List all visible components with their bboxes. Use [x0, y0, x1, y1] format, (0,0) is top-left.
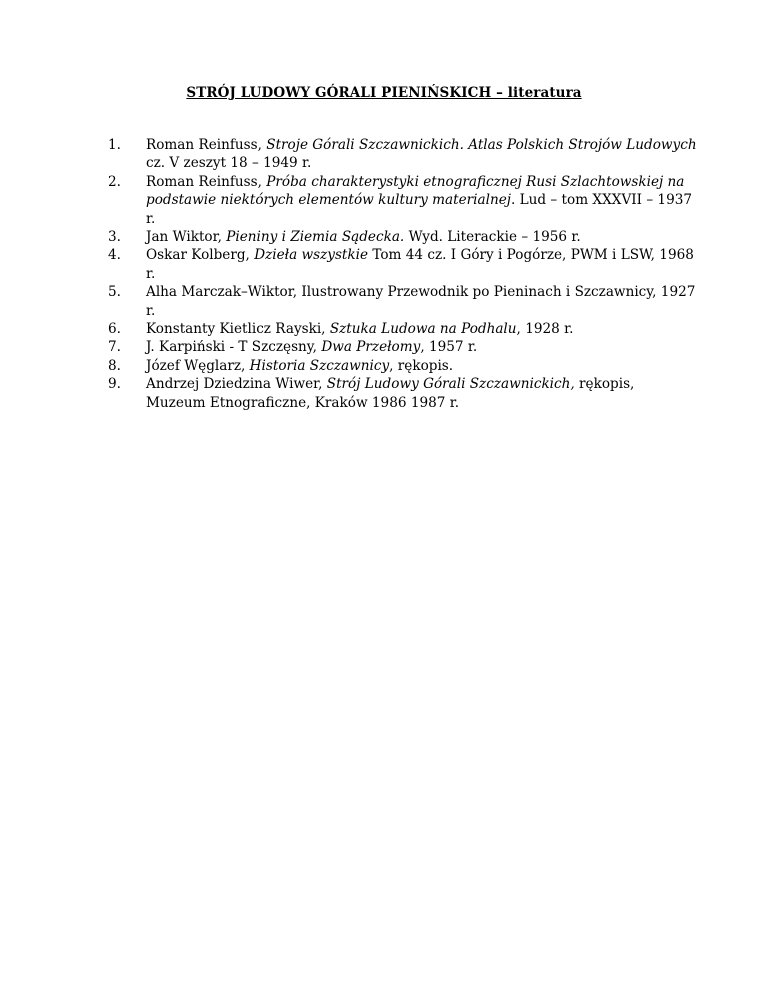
- entry-text: [146, 174, 692, 227]
- entry-number: 2.: [108, 173, 121, 190]
- entry-text: [146, 284, 695, 318]
- entry-text-segment: Konstanty Kietlicz Rayski,: [146, 321, 330, 338]
- bibliography-entry: [108, 136, 698, 173]
- entry-text: [146, 321, 573, 337]
- bibliography-entry: [108, 338, 698, 356]
- entry-text-segment: Alha Marczak–Wiktor, Ilustrowany Przewodnik po Pieninach i Szczawnicy, 1927 r.: [146, 284, 696, 319]
- entry-text-segment: . Lud – tom XXXVII – 1937 r.: [146, 192, 693, 227]
- entry-number: 1.: [108, 137, 121, 153]
- entry-text: [146, 339, 477, 355]
- entry-text: [146, 229, 581, 245]
- entry-text-segment: Jan Wiktor,: [146, 229, 227, 246]
- entry-text-segment: Józef Węglarz,: [146, 357, 250, 374]
- entry-number: 3.: [108, 229, 121, 246]
- entry-title-italic: Historia Szczawnicy: [249, 357, 390, 374]
- entry-title-italic: Stroje Górali Szczawnickich. Atlas Polskich Strojów Ludowych: [266, 137, 697, 153]
- entry-text-segment: Tom 44 cz. I Góry i Pogórze, PWM i LSW, 1968 r.: [146, 247, 694, 282]
- document-title: STRÓJ LUDOWY GÓRALI PIENIŃSKICH – literatura: [186, 85, 582, 101]
- bibliography-entry: [108, 357, 698, 375]
- entry-text-segment: , 1957 r.: [420, 339, 478, 356]
- entry-title-italic: Dwa Przełomy: [321, 339, 421, 356]
- entry-text-segment: J. Karpiński - T Szczęsny,: [146, 339, 322, 356]
- entry-number: 7.: [108, 339, 121, 356]
- entry-text-segment: Oskar Kolberg,: [146, 247, 255, 264]
- entry-number: 5.: [108, 284, 121, 301]
- entry-text-segment: Roman Reinfuss,: [146, 137, 267, 153]
- bibliography-entry: [108, 228, 698, 246]
- bibliography-entry: [108, 173, 698, 228]
- entry-title-italic: Strój Ludowy Górali Szczawnickich,: [326, 376, 575, 393]
- bibliography-list: [108, 136, 698, 412]
- entry-title-italic: Sztuka Ludowa na Podhalu: [329, 321, 517, 338]
- bibliography-entry: [108, 375, 698, 412]
- entry-text: [146, 358, 453, 374]
- entry-number: 9.: [108, 376, 121, 393]
- entry-text: [146, 247, 694, 281]
- entry-number: 6.: [108, 321, 121, 338]
- entry-text-segment: Wyd. Literackie – 1956 r.: [404, 229, 581, 246]
- entry-text-segment: Andrzej Dziedzina Wiwer,: [146, 376, 327, 393]
- entry-text-segment: , 1928 r.: [516, 321, 574, 338]
- bibliography-entry: [108, 320, 698, 338]
- entry-text-segment: rękopis, Muzeum Etnograficzne, Kraków 1986 1987 r.: [146, 376, 635, 411]
- entry-text-segment: , rękopis.: [389, 357, 454, 374]
- entry-text-segment: Roman Reinfuss,: [146, 173, 267, 190]
- entry-text: [146, 137, 697, 171]
- entry-title-italic: Pieniny i Ziemia Sądecka.: [226, 229, 405, 246]
- entry-text-segment: cz. V zeszyt 18 – 1949 r.: [146, 155, 312, 172]
- bibliography-entry: [108, 246, 698, 283]
- entry-title-italic: Próba charakterystyki etnograficznej Rusi Szlachtowskiej na podstawie niektórych elementów kultury materialnej: [146, 173, 685, 209]
- entry-number: 8.: [108, 357, 121, 374]
- entry-title-italic: Dzieła wszystkie: [254, 247, 369, 264]
- bibliography-entry: [108, 283, 698, 320]
- entry-text: [146, 376, 634, 410]
- entry-number: 4.: [108, 247, 121, 264]
